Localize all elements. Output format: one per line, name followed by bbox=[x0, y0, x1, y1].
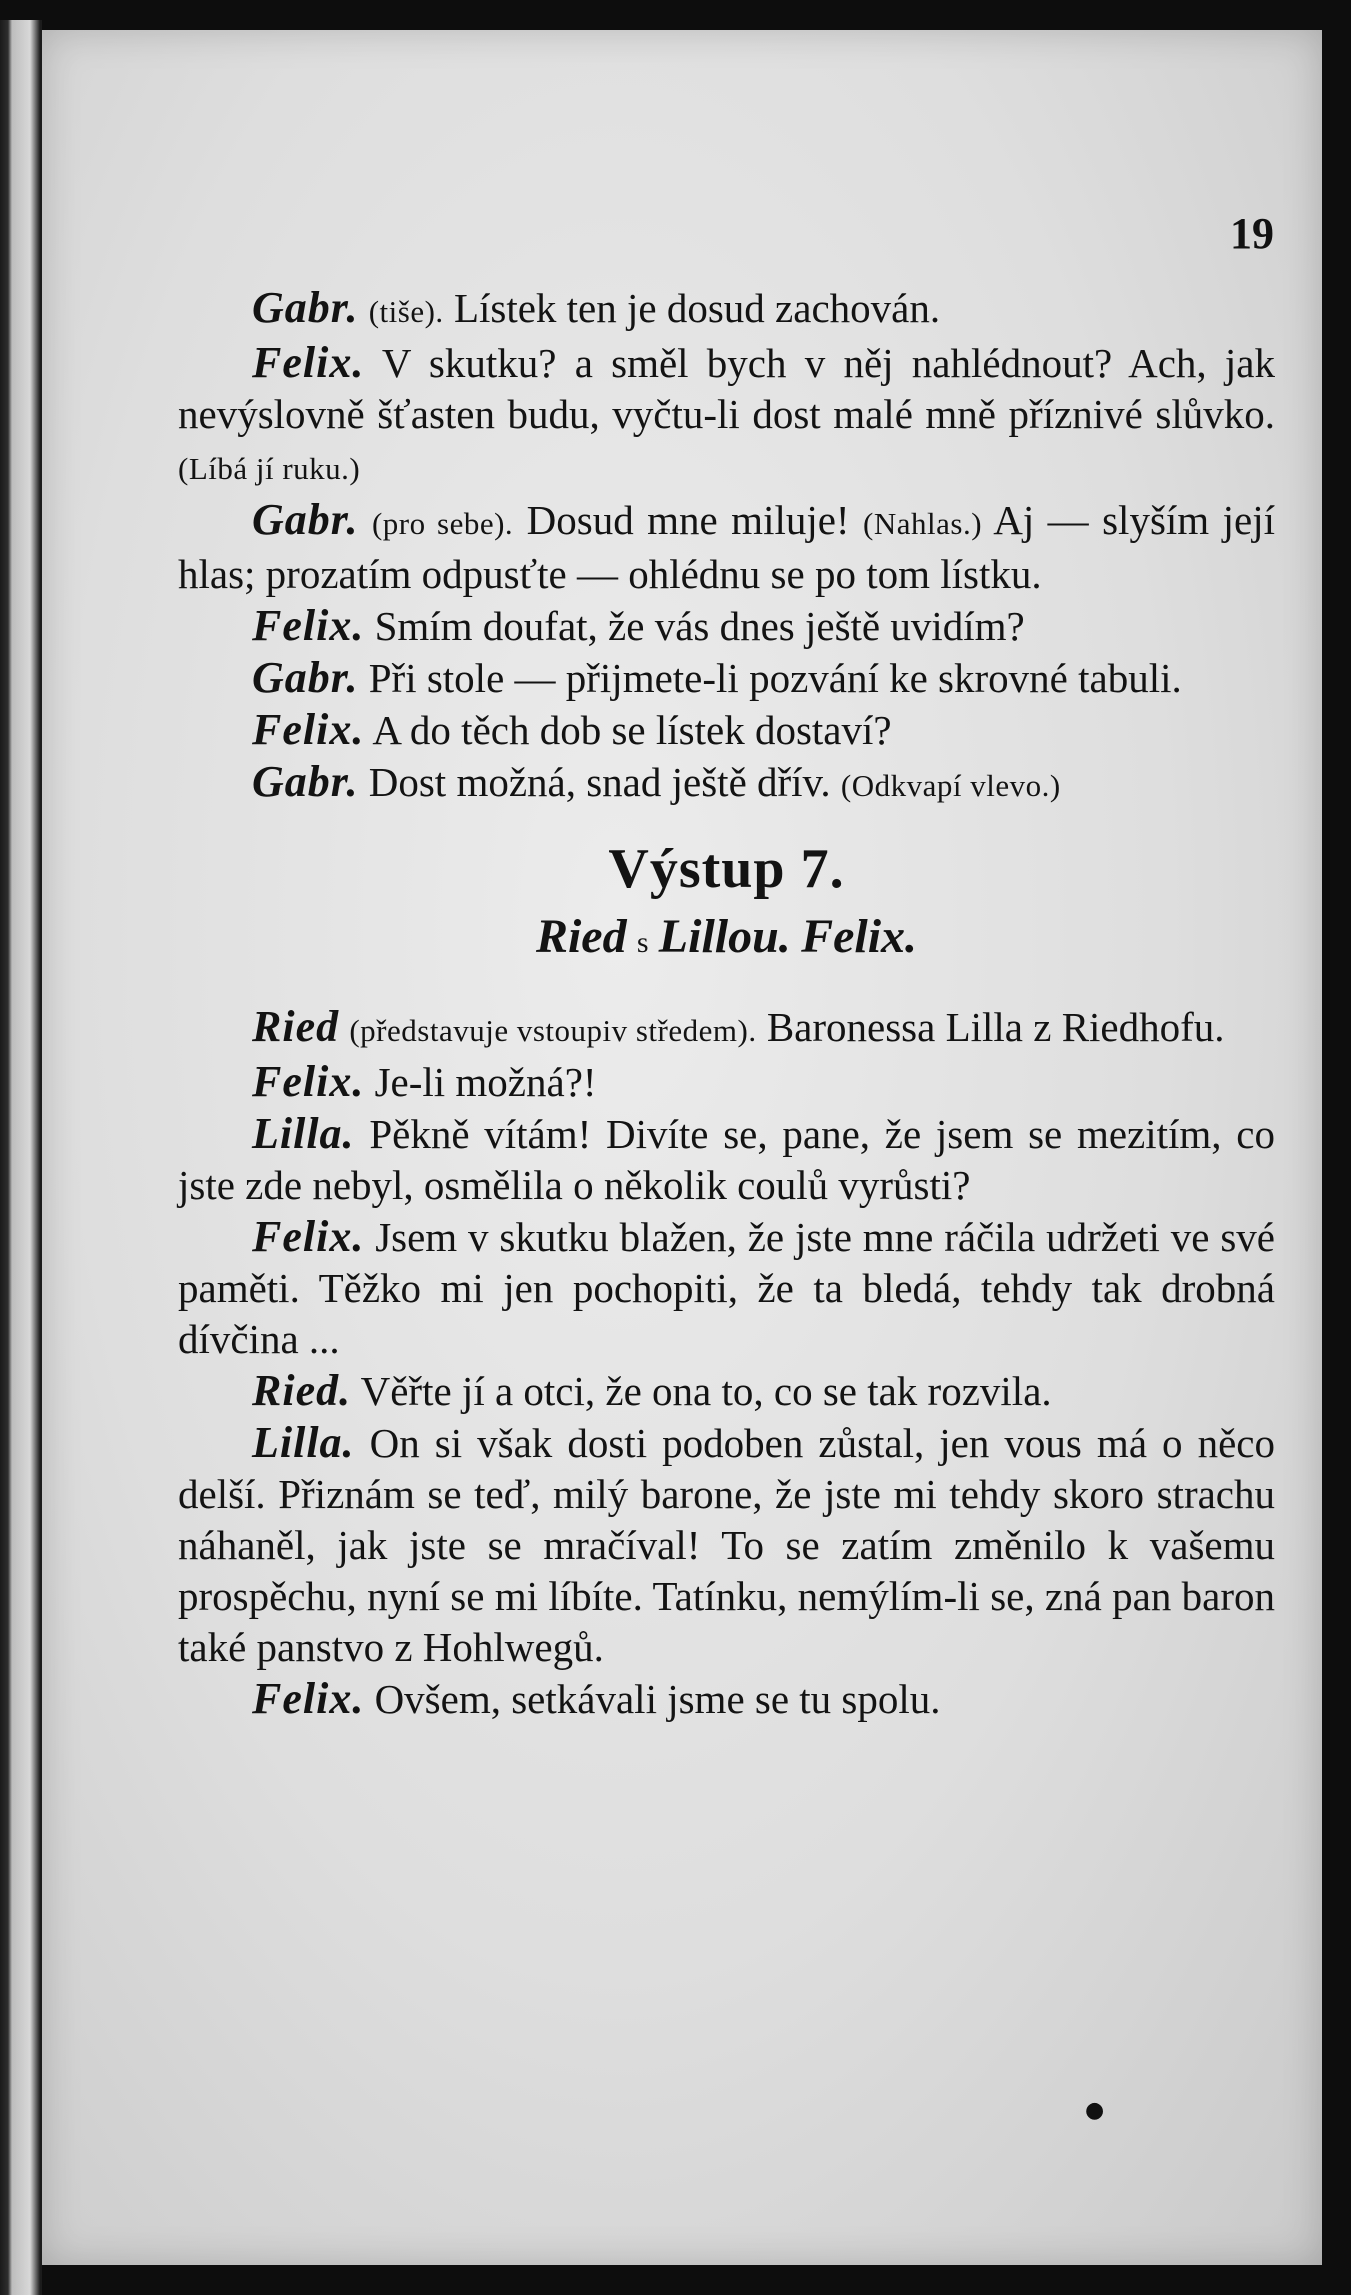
cast-ried: Ried bbox=[535, 910, 627, 963]
dialogue-text: Pěkně vítám! Divíte se, pane, že jsem se mezitím, co jste zde nebyl, osmělila o několik coulů vyrůsti? bbox=[178, 1111, 1275, 1208]
dialogue-paragraph bbox=[178, 1365, 1275, 1417]
speaker-name: Ried. bbox=[252, 1366, 352, 1415]
dialogue-text: Ovšem, setkávali jsme se tu spolu. bbox=[374, 1676, 941, 1722]
dialogue-block-2 bbox=[178, 1001, 1275, 1725]
dialogue-text: V skutku? a směl bych v něj nahlédnout? Ach, jak nevýslovně šťasten budu, vyčtu-li dost malé mně příznivé slůvko. bbox=[178, 340, 1276, 437]
speaker-name: Felix. bbox=[252, 705, 365, 754]
speaker-name: Lilla. bbox=[252, 1109, 355, 1158]
dialogue-paragraph bbox=[178, 600, 1275, 652]
dialogue-text: Smím doufat, že vás dnes ještě uvidím? bbox=[374, 603, 1025, 649]
dialogue-text: Je-li možná?! bbox=[374, 1059, 597, 1105]
scene-cast bbox=[178, 907, 1275, 973]
print-mark: ● bbox=[1085, 2098, 1105, 2123]
dialogue-text: Věřte jí a otci, že ona to, co se tak rozvila. bbox=[360, 1368, 1052, 1414]
speaker-name: Felix. bbox=[252, 1674, 365, 1723]
dialogue-paragraph bbox=[178, 1056, 1275, 1108]
dialogue-paragraph bbox=[178, 1417, 1275, 1673]
dialogue-text: Baronessa Lilla z Riedhofu. bbox=[756, 1004, 1225, 1050]
speaker-name: Ried bbox=[252, 1002, 340, 1051]
dialogue-text: Při stole — přijmete-li pozvání ke skrovné tabuli. bbox=[368, 655, 1182, 701]
dialogue-text: Dosud mne miluje! bbox=[513, 497, 864, 543]
stage-direction: (tiše). bbox=[368, 294, 444, 329]
book-edge bbox=[0, 20, 42, 2295]
dialogue-paragraph bbox=[178, 1211, 1275, 1365]
cast-lilla: Lillou. bbox=[658, 910, 791, 963]
dialogue-paragraph bbox=[178, 704, 1275, 756]
cast-connector: s bbox=[636, 926, 649, 959]
dialogue-text: On si však dosti podoben zůstal, jen vous má o něco delší. Přiznám se teď, milý barone, že jste mi tehdy skoro strachu náhaněl, jak jste se mračíval! To se zatím změnilo k vašemu prospěchu, nyní se mi líbíte. Tatínku, nemýlím-li se, zná pan baron také panstvo z Hohlwegů. bbox=[178, 1420, 1275, 1670]
speaker-name: Gabr. bbox=[252, 283, 359, 332]
cast-felix: Felix. bbox=[801, 910, 918, 963]
speaker-name: Lilla. bbox=[252, 1418, 355, 1467]
dialogue-text: Jsem v skutku blažen, že jste mne ráčila udržeti ve své paměti. Těžko mi jen pochopiti, že ta bledá, tehdy tak drobná dívčina ... bbox=[178, 1214, 1275, 1362]
book-page bbox=[42, 30, 1322, 2265]
dialogue-paragraph bbox=[178, 652, 1275, 704]
dialogue-text: Aj — slyším její hlas; prozatím odpusťte — ohlédnu se po tom lístku. bbox=[178, 497, 1275, 597]
scene-heading: Výstup 7. bbox=[608, 838, 845, 900]
stage-direction: (představuje vstoupiv středem). bbox=[349, 1013, 757, 1048]
page-text bbox=[178, 282, 1275, 1725]
stage-direction: (Odkvapí vlevo.) bbox=[840, 768, 1061, 803]
stage-direction: (Líbá jí ruku.) bbox=[178, 451, 361, 486]
stage-direction: (Nahlas.) bbox=[863, 506, 983, 541]
dialogue-paragraph bbox=[178, 1673, 1275, 1725]
dialogue-paragraph bbox=[178, 337, 1275, 494]
dialogue-block-1 bbox=[178, 282, 1275, 811]
dialogue-paragraph bbox=[178, 494, 1275, 600]
speaker-name: Gabr. bbox=[252, 495, 359, 544]
page-number: 19 bbox=[1230, 209, 1274, 258]
dialogue-paragraph bbox=[178, 1001, 1275, 1056]
dialogue-text: Dost možná, snad ještě dřív. bbox=[368, 759, 841, 805]
speaker-name: Gabr. bbox=[252, 757, 359, 806]
speaker-name: Felix. bbox=[252, 338, 365, 387]
speaker-name: Felix. bbox=[252, 1057, 365, 1106]
stage-direction: (pro sebe). bbox=[371, 506, 514, 541]
dialogue-paragraph bbox=[178, 1108, 1275, 1211]
speaker-name: Felix. bbox=[252, 601, 365, 650]
dialogue-paragraph bbox=[178, 282, 1275, 337]
speaker-name: Gabr. bbox=[252, 653, 359, 702]
dialogue-text: Lístek ten je dosud zachován. bbox=[443, 285, 941, 331]
speaker-name: Felix. bbox=[252, 1212, 365, 1261]
dialogue-text: A do těch dob se lístek dostaví? bbox=[372, 707, 892, 753]
dialogue-paragraph bbox=[178, 756, 1275, 811]
